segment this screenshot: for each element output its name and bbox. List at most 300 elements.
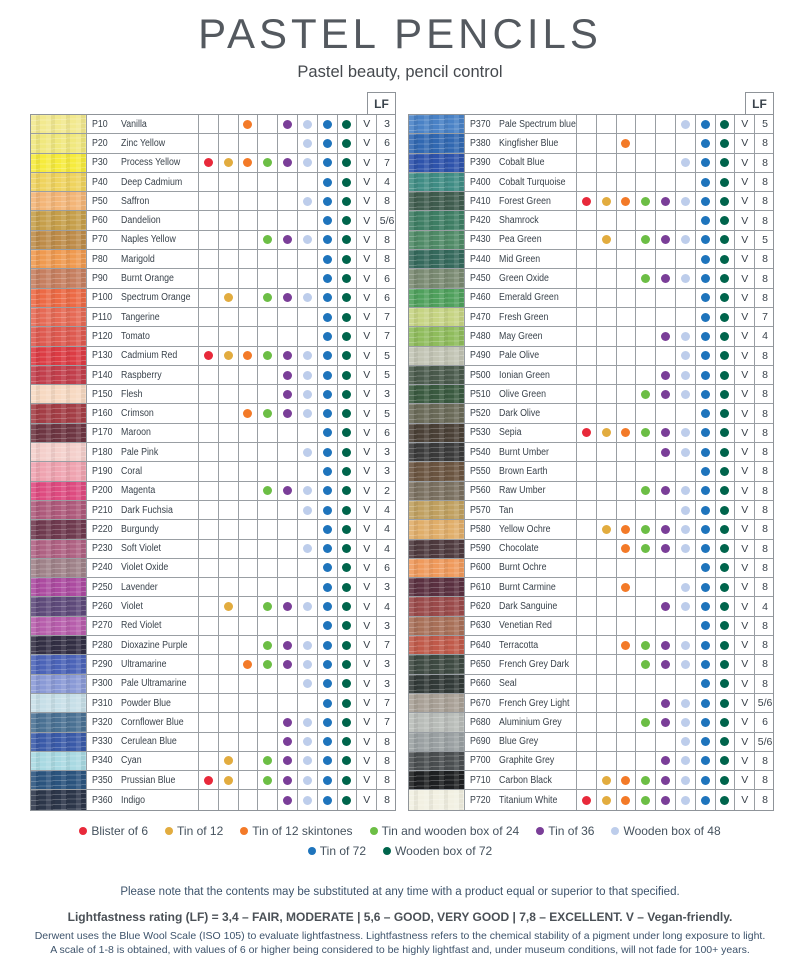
availability-cell — [219, 211, 239, 229]
legend-label: Tin of 36 — [548, 823, 595, 838]
pencil-name: Zinc Yellow — [121, 137, 166, 149]
vegan-cell: V — [357, 771, 377, 789]
availability-cell — [278, 250, 298, 268]
tin-and-wooden-box-of-24-dot — [641, 641, 650, 650]
vegan-cell: V — [735, 501, 755, 519]
availability-cell — [199, 694, 219, 712]
availability-cell — [199, 733, 219, 751]
availability-cell — [219, 771, 239, 789]
availability-cell — [636, 713, 656, 731]
wooden-box-of-72-dot — [720, 313, 729, 322]
pencil-name-cell — [87, 231, 199, 249]
pencil-code: P280 — [92, 639, 113, 651]
tin-and-wooden-box-of-24-dot — [263, 602, 272, 611]
pencil-name-text — [92, 717, 184, 728]
availability-cell — [617, 366, 637, 384]
availability-cell — [318, 482, 338, 500]
availability-cell — [597, 482, 617, 500]
availability-cell — [338, 694, 358, 712]
pencil-name-cell — [87, 733, 199, 751]
availability-cell — [617, 501, 637, 519]
availability-cell — [298, 501, 318, 519]
availability-cell — [636, 231, 656, 249]
availability-cell — [636, 501, 656, 519]
lf-cell: 7 — [384, 716, 390, 729]
pencil-name: Pale Olive — [499, 350, 540, 362]
pencil-name-text — [470, 620, 552, 631]
wooden-box-of-72-dot — [720, 602, 729, 611]
wooden-box-of-72-dot — [342, 178, 351, 187]
pencil-code: P720 — [470, 794, 491, 806]
pencil-row — [409, 675, 773, 694]
availability-cell — [716, 250, 736, 268]
availability-cell — [219, 482, 239, 500]
pencil-table-right — [408, 114, 774, 811]
availability-cell — [617, 636, 637, 654]
pencil-name-text — [92, 466, 142, 477]
availability-cell — [278, 289, 298, 307]
pencil-name-cell — [465, 289, 577, 307]
availability-cell — [676, 192, 696, 210]
availability-cell — [696, 675, 716, 693]
pencil-name-cell — [87, 482, 199, 500]
availability-cell — [577, 115, 597, 133]
pencil-name: Marigold — [121, 253, 155, 265]
tin-of-72-dot — [701, 660, 710, 669]
tin-of-72-dot — [701, 563, 710, 572]
tin-of-36-dot — [661, 274, 670, 283]
availability-cell — [597, 733, 617, 751]
pencil-row — [409, 347, 773, 366]
availability-cell — [696, 713, 716, 731]
color-swatch — [31, 269, 87, 287]
pencil-name: Brown Earth — [499, 465, 548, 477]
tin-and-wooden-box-of-24-dot — [641, 197, 650, 206]
availability-cell — [258, 134, 278, 152]
availability-cell — [597, 617, 617, 635]
color-swatch — [409, 636, 465, 654]
pencil-row — [409, 231, 773, 250]
wooden-box-of-72-dot — [342, 409, 351, 418]
availability-cell — [199, 636, 219, 654]
vegan-cell: V — [357, 636, 377, 654]
lf-cell: 8 — [384, 754, 390, 767]
pencil-name-cell — [465, 366, 577, 384]
wooden-box-of-72-dot — [720, 274, 729, 283]
pencil-name-cell — [465, 597, 577, 615]
color-swatch — [409, 366, 465, 384]
availability-cell — [716, 540, 736, 558]
availability-cell — [577, 540, 597, 558]
pencil-name-cell — [465, 154, 577, 172]
tin-of-72-dot — [701, 641, 710, 650]
availability-cell — [199, 462, 219, 480]
wooden-box-of-72-dot — [720, 467, 729, 476]
pencil-row — [409, 250, 773, 269]
color-swatch — [409, 540, 465, 558]
lf-cell: 7 — [384, 639, 390, 652]
availability-cell — [338, 154, 358, 172]
availability-cell — [577, 559, 597, 577]
tin-of-72-dot — [323, 525, 332, 534]
availability-cell — [298, 752, 318, 770]
color-swatch — [31, 540, 87, 558]
wooden-box-of-48-dot — [303, 448, 312, 457]
pencil-row — [31, 520, 395, 539]
vegan-cell: V — [735, 559, 755, 577]
color-swatch — [409, 559, 465, 577]
wooden-box-of-48-dot — [681, 428, 690, 437]
availability-cell — [676, 597, 696, 615]
availability-cell — [239, 520, 259, 538]
tin-of-36-dot — [283, 235, 292, 244]
availability-cell — [338, 385, 358, 403]
availability-cell — [199, 250, 219, 268]
pencil-code: P260 — [92, 601, 113, 613]
wooden-box-of-72-dot — [720, 660, 729, 669]
pencil-name-cell — [465, 559, 577, 577]
availability-cell — [338, 713, 358, 731]
pencil-name-text — [92, 157, 180, 168]
availability-cell — [597, 269, 617, 287]
availability-cell — [278, 559, 298, 577]
availability-cell — [676, 289, 696, 307]
availability-cell — [199, 675, 219, 693]
wooden-box-of-48-dot — [303, 602, 312, 611]
availability-cell — [656, 655, 676, 673]
lf-cell: 6 — [384, 561, 390, 574]
availability-cell — [676, 347, 696, 365]
wooden-box-of-48-dot — [681, 660, 690, 669]
tin-of-12-skintones-dot — [621, 139, 630, 148]
vegan-cell: V — [357, 752, 377, 770]
availability-cell — [318, 154, 338, 172]
availability-cell — [338, 134, 358, 152]
color-swatch — [409, 462, 465, 480]
wooden-box-of-48-dot — [681, 583, 690, 592]
availability-cell — [656, 636, 676, 654]
availability-cell — [239, 424, 259, 442]
availability-cell — [199, 115, 219, 133]
pencil-row — [31, 443, 395, 462]
availability-cell — [338, 482, 358, 500]
availability-cell — [716, 289, 736, 307]
pencil-code: P330 — [92, 736, 113, 748]
availability-cell — [298, 655, 318, 673]
pencil-row — [409, 211, 773, 230]
availability-cell — [298, 694, 318, 712]
lf-cell: 7 — [384, 330, 390, 343]
lf-cell: 3 — [384, 118, 390, 131]
availability-cell — [597, 462, 617, 480]
color-swatch — [31, 404, 87, 422]
pencil-code: P540 — [470, 446, 491, 458]
pencil-row — [31, 578, 395, 597]
tin-of-72-dot — [701, 428, 710, 437]
pencil-name-cell — [465, 675, 577, 693]
pencil-name-text — [92, 331, 150, 342]
availability-cell — [239, 597, 259, 615]
availability-cell — [617, 134, 637, 152]
pencil-name: Burnt Orange — [121, 273, 174, 285]
availability-cell — [219, 327, 239, 345]
wooden-box-of-48-dot — [303, 718, 312, 727]
color-swatch — [409, 134, 465, 152]
pencil-name-cell — [465, 713, 577, 731]
availability-cell — [318, 289, 338, 307]
vegan-cell: V — [357, 404, 377, 422]
availability-cell — [577, 154, 597, 172]
pencil-name: Kingfisher Blue — [499, 137, 559, 149]
tin-of-12-dot — [224, 776, 233, 785]
availability-cell — [318, 385, 338, 403]
availability-cell — [278, 404, 298, 422]
availability-cell — [278, 617, 298, 635]
tin-and-wooden-box-of-24-dot — [263, 776, 272, 785]
lf-cell: 4 — [384, 542, 390, 555]
availability-cell — [617, 154, 637, 172]
tin-of-72-dot — [701, 544, 710, 553]
pencil-name: Yellow Ochre — [499, 523, 551, 535]
pencil-name-text — [92, 292, 191, 303]
pencil-name-text — [470, 408, 540, 419]
availability-cell — [716, 790, 736, 809]
availability-cell — [636, 443, 656, 461]
availability-cell — [239, 173, 259, 191]
availability-cell — [617, 617, 637, 635]
pencil-name-cell — [87, 192, 199, 210]
tin-of-72-dot — [701, 197, 710, 206]
tin-of-72-dot — [701, 216, 710, 225]
pencil-name-cell — [465, 752, 577, 770]
wooden-box-of-48-dot — [681, 351, 690, 360]
availability-cell — [338, 250, 358, 268]
tin-and-wooden-box-of-24-dot — [641, 718, 650, 727]
vegan-cell: V — [357, 655, 377, 673]
availability-cell — [656, 327, 676, 345]
vegan-cell: V — [735, 308, 755, 326]
lf-cell: 8 — [384, 774, 390, 787]
availability-cell — [318, 752, 338, 770]
availability-cell — [597, 752, 617, 770]
availability-cell — [258, 269, 278, 287]
pencil-name: Saffron — [121, 195, 150, 207]
wooden-box-of-72-dot — [342, 544, 351, 553]
availability-cell — [239, 790, 259, 809]
wooden-box-of-48-dot — [681, 506, 690, 515]
wooden-box-of-72-dot — [720, 621, 729, 630]
tin-of-36-dot — [661, 699, 670, 708]
wooden-box-of-72-dot — [720, 390, 729, 399]
availability-cell — [617, 482, 637, 500]
wooden-box-of-48-dot — [681, 796, 690, 805]
availability-cell — [656, 347, 676, 365]
pencil-code: P530 — [470, 427, 491, 439]
availability-cell — [597, 347, 617, 365]
availability-cell — [219, 578, 239, 596]
availability-cell — [278, 733, 298, 751]
pencil-name-text — [470, 177, 566, 188]
availability-cell — [617, 269, 637, 287]
pencil-code: P100 — [92, 292, 113, 304]
wooden-box-of-72-dot — [720, 216, 729, 225]
availability-cell — [318, 733, 338, 751]
availability-cell — [219, 250, 239, 268]
availability-cell — [239, 327, 259, 345]
color-swatch — [31, 424, 87, 442]
availability-cell — [636, 694, 656, 712]
vegan-cell: V — [357, 540, 377, 558]
pencil-name-cell — [465, 733, 577, 751]
pencil-name-text — [92, 678, 187, 689]
availability-cell — [636, 347, 656, 365]
tin-and-wooden-box-of-24-dot — [263, 158, 272, 167]
tin-of-36-dot — [283, 390, 292, 399]
legend-row-1 — [0, 824, 800, 838]
pencil-row — [409, 713, 773, 732]
pencil-name-text — [92, 640, 188, 651]
wooden-box-of-72-dot — [720, 158, 729, 167]
pencil-name: Burnt Umber — [499, 446, 549, 458]
tin-of-36-dot — [283, 718, 292, 727]
pencil-name: Maroon — [121, 427, 151, 439]
pencil-table-left — [30, 114, 396, 811]
pencil-name: Dark Sanguine — [499, 601, 558, 613]
pencil-name-text — [92, 119, 147, 130]
color-swatch — [409, 424, 465, 442]
pencil-row — [31, 752, 395, 771]
vegan-cell: V — [357, 501, 377, 519]
pencil-name-cell — [87, 327, 199, 345]
availability-cell — [617, 231, 637, 249]
availability-cell — [597, 713, 617, 731]
wooden-box-of-72-dot — [342, 428, 351, 437]
pencil-name: Blue Grey — [499, 736, 539, 748]
availability-cell — [219, 617, 239, 635]
pencil-row — [31, 675, 395, 694]
availability-cell — [318, 675, 338, 693]
availability-cell — [318, 115, 338, 133]
wooden-box-of-72-dot — [342, 718, 351, 727]
availability-cell — [617, 385, 637, 403]
lf-cell: 8 — [762, 349, 768, 362]
availability-cell — [577, 347, 597, 365]
vegan-cell: V — [357, 385, 377, 403]
pencil-name-text — [92, 138, 165, 149]
pencil-code: P50 — [92, 195, 108, 207]
availability-cell — [577, 289, 597, 307]
pencil-row — [409, 462, 773, 481]
legend-item — [308, 844, 366, 858]
pencil-name-cell — [87, 443, 199, 461]
availability-cell — [298, 347, 318, 365]
pencil-row — [31, 424, 395, 443]
availability-cell — [278, 327, 298, 345]
tin-of-72-dot — [323, 390, 332, 399]
pencil-name-cell — [87, 424, 199, 442]
color-swatch — [31, 347, 87, 365]
availability-cell — [716, 501, 736, 519]
color-swatch — [409, 597, 465, 615]
pencil-row — [409, 540, 773, 559]
color-swatch — [31, 173, 87, 191]
availability-cell — [617, 308, 637, 326]
availability-cell — [219, 366, 239, 384]
pencil-name-cell — [465, 269, 577, 287]
availability-cell — [278, 134, 298, 152]
pencil-name-cell — [87, 655, 199, 673]
color-swatch — [409, 385, 465, 403]
availability-cell — [318, 771, 338, 789]
availability-cell — [577, 597, 597, 615]
wooden-box-of-72-dot — [720, 235, 729, 244]
availability-cell — [716, 134, 736, 152]
availability-cell — [636, 404, 656, 422]
pencil-code: P520 — [470, 408, 491, 420]
pencil-name-text — [92, 582, 158, 593]
availability-cell — [258, 752, 278, 770]
lf-cell: 8 — [762, 504, 768, 517]
pencil-row — [31, 790, 395, 809]
color-swatch — [409, 173, 465, 191]
vegan-cell: V — [357, 713, 377, 731]
availability-cell — [676, 424, 696, 442]
pencil-code: P350 — [92, 774, 113, 786]
wooden-box-of-48-dot — [303, 756, 312, 765]
pencil-name: French Grey Dark — [499, 658, 569, 670]
legend-item — [165, 824, 223, 838]
pencil-code: P270 — [92, 620, 113, 632]
wooden-box-of-72-dot — [720, 583, 729, 592]
availability-cell — [656, 385, 676, 403]
tin-of-36-dot — [661, 390, 670, 399]
wooden-box-of-72-dot — [720, 255, 729, 264]
pencil-name-text — [470, 312, 548, 323]
lf-cell: 4 — [384, 600, 390, 613]
availability-cell — [617, 443, 637, 461]
lf-cell: 8 — [384, 735, 390, 748]
vegan-cell: V — [735, 173, 755, 191]
availability-cell — [696, 366, 716, 384]
availability-cell — [656, 597, 676, 615]
availability-cell — [298, 540, 318, 558]
availability-cell — [258, 385, 278, 403]
color-swatch — [31, 578, 87, 596]
pencil-name-cell — [87, 134, 199, 152]
availability-cell — [219, 424, 239, 442]
availability-cell — [716, 366, 736, 384]
availability-cell — [298, 154, 318, 172]
availability-cell — [656, 694, 676, 712]
pencil-name: Process Yellow — [121, 157, 181, 169]
availability-cell — [258, 597, 278, 615]
pencil-name-cell — [465, 134, 577, 152]
pencil-table-left-wrap — [30, 92, 396, 811]
pencil-code: P690 — [470, 736, 491, 748]
lf-cell: 3 — [384, 581, 390, 594]
wooden-box-of-72-dot — [720, 351, 729, 360]
wooden-box-of-48-legend-dot — [611, 827, 619, 835]
availability-cell — [318, 269, 338, 287]
availability-cell — [676, 366, 696, 384]
color-swatch — [409, 250, 465, 268]
pencil-code: P440 — [470, 253, 491, 265]
availability-cell — [219, 308, 239, 326]
availability-cell — [577, 733, 597, 751]
availability-cell — [318, 578, 338, 596]
color-swatch — [409, 771, 465, 789]
availability-cell — [597, 366, 617, 384]
